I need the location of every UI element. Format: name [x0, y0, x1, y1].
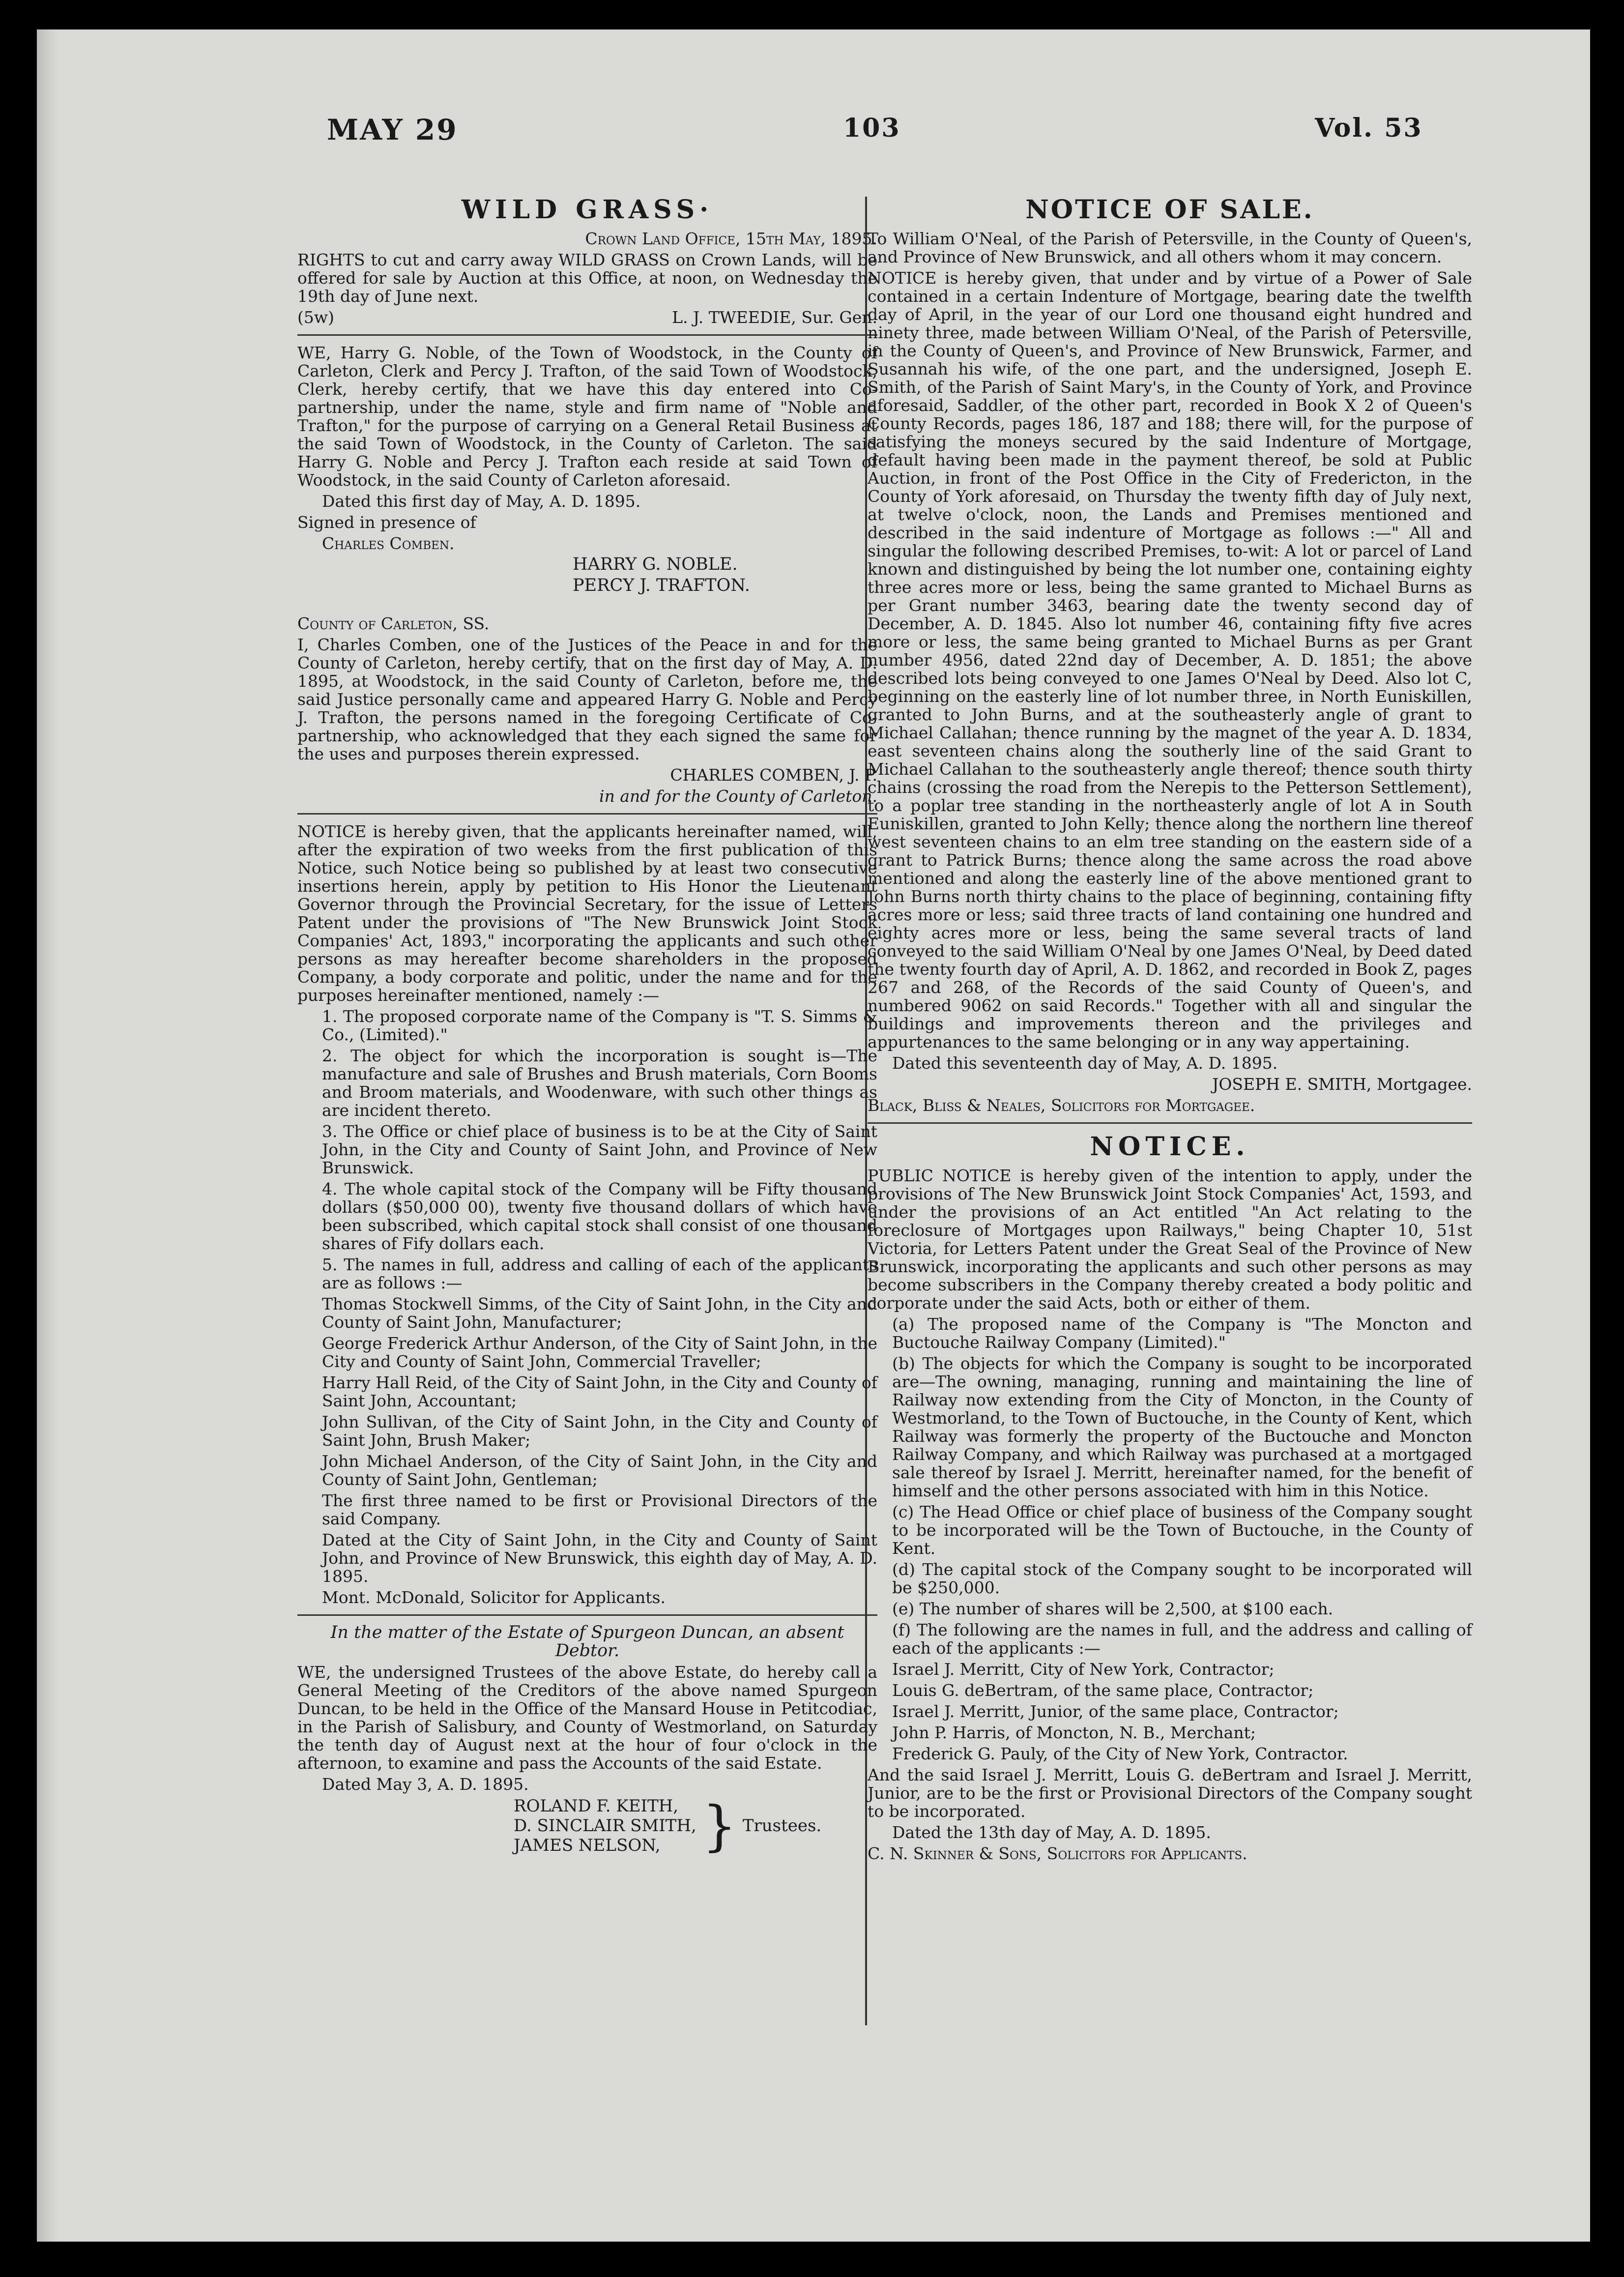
noble-signature-1: HARRY G. NOBLE. — [573, 555, 738, 574]
noble-signature-2: PERCY J. TRAFTON. — [573, 576, 750, 595]
simms-intro: NOTICE is hereby given, that the applicants hereinafter named, will, after the expiration of two weeks from the first publication of this Notice, such Notice being so published by at least two consecutive insertions herein, apply by petition to His Honor the Lieutenant Governor through the Provincial Secretary, for the issue of Letters Patent under the provisions of "The New Brunswick Joint Stock Companies' Act, 1893," incorporating the applicants and such other persons as may hereafter become shareholders in the proposed Company, a body corporate and politic, under the name and for the purposes hereinafter mentioned, namely :— — [297, 822, 877, 1005]
sale-title: NOTICE OF SALE. — [1025, 195, 1314, 225]
simms-item: 2. The object for which the incorporation is sought is—The manufacture and sale of Brushes and Brush materials, Corn Booms and Broom materials, and Woodenware, with such other things as are incident thereto. — [322, 1046, 877, 1120]
noble-signed: Signed in presence of — [297, 513, 476, 532]
simms-applicant: John Michael Anderson, of the City of Saint John, in the City and County of Saint John, Gentleman; — [322, 1452, 877, 1489]
railway-applicant: Israel J. Merritt, City of New York, Contractor; — [892, 1660, 1275, 1679]
sale-body: NOTICE is hereby given, that under and by virtue of a Power of Sale contained in a certain Indenture of Mortgage, bearing date the twelfth day of April, in the year of our Lord one thousand eight hundred and ninety three, made between William O'Neal, of the Parish of Petersville, in the County of Queen's, and Province of New Brunswick, Farmer, and Susannah his wife, of the one part, and the undersigned, Joseph E. Smith, of the Parish of Saint Mary's, in the County of York, and Province aforesaid, Saddler, of the other part, recorded in Book X 2 of Queen's County Records, pages 186, 187 and 188; there will, for the purpose of satisfying the moneys secured by the said Indenture of Mortgage, default having been made in the payment thereof, be sold at Public Auction, in front of the Post Office in the City of Fredericton, in the County of York aforesaid, on Thursday the twenty fifth day of July next, at twelve o'clock, noon, the Lands and Premises mentioned and described in the said indenture of Mortgage as follows :—" All and singular the following described Premises, to-wit: A lot or parcel of Land known and distinguished by being the lot number one, containing eighty three acres more or less, being the same granted to Michael Burns as per Grant number 3463, bearing date the twenty second day of December, A. D. 1845. Also lot number 46, containing fifty five acres more or less, the same being granted to Michael Burns as per Grant number 4956, dated 22nd day of December, A. D. 1851; the above described lots being conveyed to one James O'Neal by Deed. Also lot C, beginning on the easterly line of lot number three, in North Euniskillen, granted to John Burns, and at the southeasterly angle of grant to Michael Callahan; thence running by the magnet of the year A. D. 1834, east seventeen chains along the southerly line of the said Grant to Michael Callahan to the southeasterly angle thereof; thence south thirty chains (crossing the road from the Nerepis to the Petterson Settlement), to a poplar tree standing in the northeasterly angle of lot A in South Euniskillen, granted to John Kelly; thence along the northern line thereof west seventeen chains to an elm tree standing on the eastern side of a grant to Patrick Burns; thence along the same across the road above mentioned and along the easterly line of the above mentioned grant to John Burns north thirty chains to the place of beginning, containing fifty acres more or less; said three tracts of land containing one hundred and eighty acres more or less, being the same several tracts of land conveyed to the said William O'Neal by one James O'Neal, by Deed dated the twenty fourth day of April, A. D. 1862, and recorded in Book Z, pages 267 and 268, of the Records of the said County of Queen's, and numbered 9062 on said Records." Together with all and singular the buildings and improvements thereon and the privileges and appurtenances to the same belonging or in any way appertaining. — [868, 268, 1472, 1051]
noble-county: County of Carleton, SS. — [297, 614, 490, 633]
duncan-dated: Dated May 3, A. D. 1895. — [322, 1775, 529, 1794]
wild-grass-body: RIGHTS to cut and carry away WILD GRASS on Crown Lands, will be offered for sale by Auction at this Office, at noon, on Wednesday the 19th day of June next. — [297, 250, 877, 306]
notice-of-sale — [868, 195, 1472, 1114]
simms-item: 5. The names in full, address and calling of each of the applicants are as follows :— — [322, 1255, 877, 1292]
brace-glyph: } — [702, 1794, 737, 1857]
sale-to: To William O'Neal, of the Parish of Petersville, in the County of Queen's, and Province of New Brunswick, and all others whom it may concern. — [868, 229, 1472, 266]
simms-applicant: Thomas Stockwell Simms, of the City of Saint John, in the City and County of Saint John, Manufacturer; — [322, 1294, 877, 1332]
wild-grass-notice — [297, 195, 877, 326]
railway-intro: PUBLIC NOTICE is hereby given of the intention to apply, under the provisions of The New Brunswick Joint Stock Companies' Act, 1593, and under the provisions of an Act entitled "An Act relating to the foreclosure of Mortgages upon Railways," being Chapter 10, 51st Victoria, for Letters Patent under the Great Seal of the Province of New Brunswick, incorporating the applicants and such other persons as may become subscribers in the Company thereby created a body politic and corporate under the said Acts, both or either of them. — [868, 1166, 1472, 1313]
railway-directors: And the said Israel J. Merritt, Louis G. deBertram and Israel J. Merritt, Junior, are to be the first or Provisional Directors of the Company sought to be incorporated. — [868, 1765, 1472, 1821]
simms-applicant: Harry Hall Reid, of the City of Saint John, in the City and County of Saint John, Accountant; — [322, 1373, 877, 1410]
railway-dated: Dated the 13th day of May, A. D. 1895. — [892, 1823, 1211, 1842]
simms-item: 3. The Office or chief place of business is to be at the City of Saint John, in the City and County of Saint John, and Province of New Brunswick. — [322, 1122, 877, 1177]
railway-solicitors: C. N. Skinner & Sons, Solicitors for Applicants. — [868, 1844, 1247, 1863]
left-column — [297, 192, 877, 1855]
railway-item: (d) The capital stock of the Company sought to be incorporated will be $250,000. — [892, 1560, 1472, 1597]
railway-item: (a) The proposed name of the Company is "The Moncton and Buctouche Railway Company (Limited)." — [892, 1314, 1472, 1352]
wild-grass-signer: L. J. TWEEDIE, Sur. Gen. — [672, 308, 877, 327]
railway-applicant: Israel J. Merritt, Junior, of the same place, Contractor; — [892, 1702, 1339, 1721]
railway-notice — [868, 1132, 1472, 1863]
simms-notice — [297, 822, 877, 1606]
simms-directors: The first three named to be first or Provisional Directors of the said Company. — [322, 1491, 877, 1528]
header-volume: Vol. 53 — [1315, 113, 1423, 143]
railway-item: (c) The Head Office or chief place of business of the Company sought to be incorporated will be the Town of Buctouche, in the County of Kent. — [892, 1502, 1472, 1558]
noble-dated: Dated this first day of May, A. D. 1895. — [322, 492, 641, 511]
trustee-name: D. SINCLAIR SMITH, — [514, 1816, 696, 1836]
divider — [297, 334, 877, 336]
newspaper-page — [37, 29, 1590, 2242]
simms-applicant: John Sullivan, of the City of Saint John, in the City and County of Saint John, Brush Maker; — [322, 1412, 877, 1450]
railway-title: NOTICE. — [1090, 1132, 1250, 1162]
noble-body: WE, Harry G. Noble, of the Town of Woodstock, in the County of Carleton, Clerk and Percy J. Trafton, of the said Town of Woodstock, Clerk, hereby certify, that we have this day entered into Co-partnership, under the name, style and firm name of "Noble and Trafton," for the purpose of carrying on a General Retail Business at the said Town of Woodstock, in the County of Carleton. The said Harry G. Noble and Percy J. Trafton each reside at said Town of Woodstock, in the said County of Carleton aforesaid. — [297, 343, 877, 490]
trustees-role: Trustees. — [742, 1816, 822, 1836]
wild-grass-ref: (5w) — [297, 308, 334, 327]
trustee-name: ROLAND F. KEITH, — [514, 1796, 679, 1816]
trustees-block — [297, 1796, 877, 1855]
railway-item: (f) The following are the names in full, and the address and calling of each of the applicants :— — [892, 1620, 1472, 1658]
railway-applicant: Frederick G. Pauly, of the City of New York, Contractor. — [892, 1744, 1348, 1763]
simms-dated: Dated at the City of Saint John, in the City and County of Saint John, and Province of New Brunswick, this eighth day of May, A. D. 1895. — [322, 1530, 877, 1586]
divider — [297, 1614, 877, 1616]
railway-item: (e) The number of shares will be 2,500, at $100 each. — [892, 1599, 1334, 1618]
header-page-number: 103 — [843, 113, 901, 143]
duncan-notice — [297, 1624, 877, 1855]
duncan-heading: In the matter of the Estate of Spurgeon Duncan, an absent Debtor. — [330, 1623, 844, 1661]
sale-dated: Dated this seventeenth day of May, A. D. 1895. — [892, 1053, 1278, 1073]
railway-applicant: Louis G. deBertram, of the same place, Contractor; — [892, 1681, 1314, 1700]
simms-item: 4. The whole capital stock of the Company will be Fifty thousand dollars ($50,000 00), twenty five thousand dollars of which have been subscribed, which capital stock shall consist of one thousand shares of Fify dollars each. — [322, 1179, 877, 1253]
simms-solicitor: Mont. McDonald, Solicitor for Applicants. — [322, 1588, 666, 1607]
sale-solicitors: Black, Bliss & Neales, Solicitors for Mortgagee. — [868, 1096, 1255, 1115]
header-date: MAY 29 — [327, 113, 458, 146]
noble-certificate: I, Charles Comben, one of the Justices of the Peace in and for the County of Carleton, hereby certify, that on the first day of May, A. D. 1895, at Woodstock, in the said County of Carleton, before me, the said Justice personally came and appeared Harry G. Noble and Percy J. Trafton, the persons named in the foregoing Certificate of Co-partnership, who acknowledged that they each signed the same for the uses and purposes therein expressed. — [297, 635, 877, 763]
sale-mortgagee: JOSEPH E. SMITH, Mortgagee. — [1212, 1075, 1472, 1094]
wild-grass-title: WILD GRASS· — [461, 195, 714, 225]
trustee-name: JAMES NELSON, — [514, 1836, 661, 1855]
noble-jp-county: in and for the County of Carleton. — [599, 787, 877, 806]
railway-applicant: John P. Harris, of Moncton, N. B., Merchant; — [892, 1723, 1256, 1742]
wild-grass-dateline: Crown Land Office, 15th May, 1895. — [585, 229, 877, 248]
noble-witness: Charles Comben. — [322, 534, 455, 553]
simms-applicant: George Frederick Arthur Anderson, of the City of Saint John, in the City and County of Saint John, Commercial Traveller; — [322, 1334, 877, 1371]
noble-trafton-notice — [297, 344, 877, 805]
divider — [297, 813, 877, 815]
divider — [868, 1122, 1472, 1124]
duncan-body: WE, the undersigned Trustees of the above Estate, do hereby call a General Meeting of the Creditors of the above named Spurgeon Duncan, to be held in the Office of the Mansard House in Petitcodiac, in the Parish of Salisbury, and County of Westmorland, on Saturday the tenth day of August next at the hour of four o'clock in the afternoon, to examine and pass the Accounts of the said Estate. — [297, 1663, 877, 1773]
right-column — [868, 192, 1472, 1866]
noble-jp: CHARLES COMBEN, J. P. — [670, 765, 877, 785]
simms-item: 1. The proposed corporate name of the Company is "T. S. Simms & Co., (Limited)." — [322, 1007, 877, 1044]
railway-item: (b) The objects for which the Company is sought to be incorporated are—The owning, managing, running and maintaining the line of Railway now extending from the City of Moncton, in the County of Westmorland, to the Town of Buctouche, in the County of Kent, which Railway was formerly the property of the Buctouche and Moncton Railway Company, and which Railway was purchased at a mortgaged sale thereof by Israel J. Merritt, hereinafter named, for the benefit of himself and the other persons associated with him in this Notice. — [892, 1354, 1472, 1500]
